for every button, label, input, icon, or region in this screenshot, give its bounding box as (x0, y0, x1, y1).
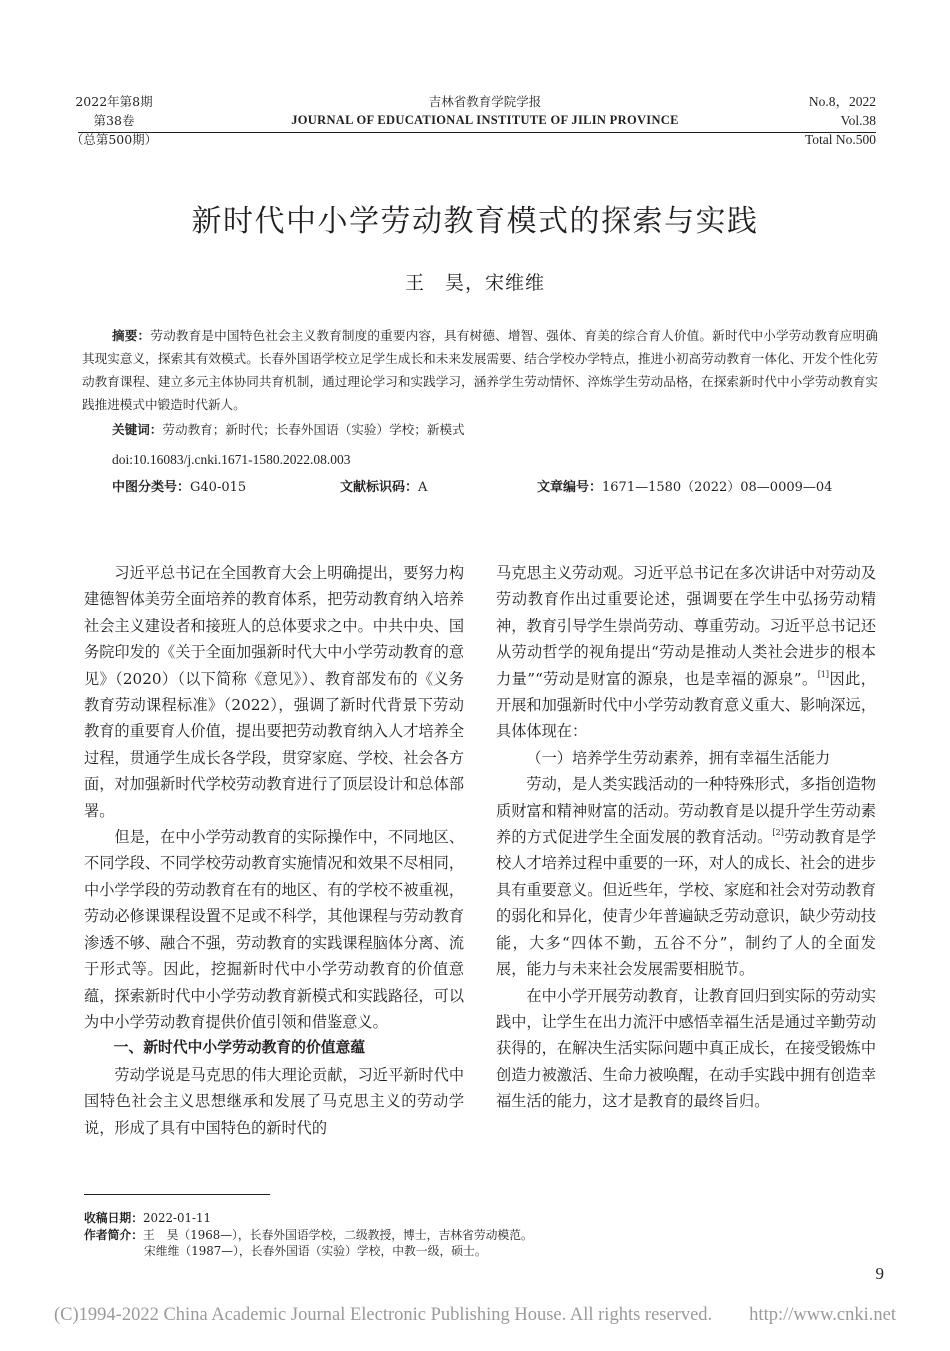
article-number (537, 476, 832, 495)
doi: doi:10.16083/j.cnki.1671-1580.2022.08.003 (112, 452, 351, 467)
doc-value: A (418, 480, 428, 495)
citation-ref[interactable]: [2] (772, 828, 784, 838)
author-bio-1 (84, 1227, 533, 1244)
body-text: 劳动教育是学校人才培养过程中重要的一环，对人的成长、社会的进步具有重要意义。但近些年，学校、家庭和社会对劳动教育的弱化和异化，使青少年普遍缺乏劳动意识，缺少劳动技能，大多“四体不勤，五谷不分”，制约了人的全面发展，能力与未来社会发展需要相脱节。 (496, 828, 877, 979)
header-issue-info-en (805, 92, 876, 149)
article-authors: 王 昊，宋维维 (404, 272, 545, 294)
body-paragraph: 但是，在中小学劳动教育的实际操作中，不同地区、不同学段、不同学校劳动教育实施情况和效果不尽相同，中小学学段的劳动教育在有的地区、有的学校不被重视，劳动必修课课程设置不足或不科学，其他课程与劳动教育渗透不够、融合不强，劳动教育的实践课程脑体分离、流于形式等。因此，挖掘新时代中小学劳动教育的价值意蕴，探索新时代中小学劳动教育新模式和实践路径，可以为中小学劳动教育提供价值引领和借鉴意义。 (84, 828, 464, 1031)
body-paragraph: 劳动学说是马克思的伟大理论贡献，习近平新时代中国特色社会主义思想继承和发展了马克思主义的劳动学说，形成了具有中国特色的新时代的 (84, 1065, 464, 1137)
body-text: 因此，开展和加强新时代中小学劳动教育意义重大、影响深远，具体体现在： (496, 669, 876, 741)
journal-name-cn: 吉林省教育学院学报 (428, 94, 542, 109)
doc-label: 文献标识码： (340, 480, 419, 495)
document-code (340, 476, 427, 495)
abstract (82, 324, 878, 416)
keywords-text: 劳动教育；新时代；长春外国语（实验）学校；新模式 (162, 422, 465, 437)
received-label: 收稿日期： (84, 1211, 143, 1225)
copyright-footer: (C)1994-2022 China Academic Journal Electronic Publishing House. All rights reserved. http://www.cnki.net (54, 1305, 896, 1325)
footnotes (84, 1210, 533, 1260)
body-text: 劳动，是人类实践活动的一种特殊形式，多指创造物质财富和精神财富的活动。劳动教育是以提升学生劳动素养的方式促进学生全面发展的教育活动。 (496, 775, 876, 847)
author-bio-text: 王 昊（1968—），长春外国语学校，二级教授，博士，吉林省劳动模范。 (143, 1227, 533, 1242)
clc-label: 中图分类号： (112, 480, 191, 495)
section-heading: 一、新时代中小学劳动教育的价值意蕴 (113, 1039, 366, 1057)
header-issue-info (60, 92, 168, 149)
article-no-label: 文章编号： (537, 480, 603, 495)
author-bio-2: 宋维维（1987—），长春外国语（实验）学校，中教一级，硕士。 (144, 1244, 487, 1258)
keywords-label: 关键词： (112, 422, 163, 437)
body-text: 马克思主义劳动观。习近平总书记在多次讲话中对劳动及劳动教育作出过重要论述，强调要在学生中弘扬劳动精神，教育引导学生崇尚劳动、尊重劳动。习近平总书记还从劳动哲学的视角提出“劳动是推动人类社会进步的根本力量”“劳动是财富的源泉，也是幸福的源泉”。 (496, 564, 876, 688)
received-value: 2022-01-11 (143, 1211, 212, 1225)
subsection-heading: （一）培养学生劳动素养，拥有幸福生活能力 (526, 748, 831, 767)
body-paragraph (496, 560, 876, 745)
header-no: No.8，2022 (808, 94, 876, 109)
article-title: 新时代中小学劳动教育模式的探索与实践 (191, 204, 759, 239)
abstract-label: 摘要： (112, 328, 151, 343)
body-paragraph (496, 771, 876, 982)
abstract-text: 劳动教育是中国特色社会主义教育制度的重要内容，具有树德、增智、强体、育美的综合育人价值。新时代中小学劳动教育应明确其现实意义，探索其有效模式。长春外国语学校立足学生成长和未来发展需要、结合学校办学特点，推进小初高劳动教育一体化、开发个性化劳动教育课程、建立多元主体协同共育机制，通过理论学习和实践学习，涵养学生劳动情怀、淬炼学生劳动品格，在探索新时代中小学劳动教育实践推进模式中锻造时代新人。 (82, 328, 879, 412)
footnote-rule (84, 1194, 270, 1195)
header-vol: Vol.38 (840, 113, 876, 128)
header-issue: 2022年第8期 (75, 94, 153, 109)
header-volume: 第38卷 (93, 113, 135, 128)
journal-name (250, 92, 720, 130)
received-date (84, 1210, 533, 1227)
journal-name-en: JOURNAL OF EDUCATIONAL INSTITUTE OF JILIN PROVINCE (291, 113, 679, 127)
header-total-en: Total No.500 (804, 132, 876, 147)
body-column-right (496, 560, 876, 1115)
header-rule (78, 132, 876, 133)
body-column-left (84, 560, 464, 1141)
keywords (112, 418, 465, 441)
page-number: 9 (875, 1264, 884, 1283)
body-paragraph: 在中小学开展劳动教育，让教育回归到实际的劳动实践中，让学生在出力流汗中感悟幸福生活是通过辛勤劳动获得的，在解决生活实际问题中真正成长，在接受锻炼中创造力被激活、生命力被唤醒，在动手实践中拥有创造幸福生活的能力，这才是教育的最终旨归。 (496, 986, 876, 1111)
citation-ref[interactable]: [1] (817, 669, 830, 679)
author-bio-label: 作者简介： (84, 1227, 143, 1242)
article-no-value: 1671—1580（2022）08—0009—04 (602, 480, 833, 495)
clc-value: G40-015 (190, 480, 247, 495)
body-paragraph: 习近平总书记在全国教育大会上明确提出，要努力构建德智体美劳全面培养的教育体系，把劳动教育纳入培养社会主义建设者和接班人的总体要求之中。中共中央、国务院印发的《关于全面加强新时代大中小学劳动教育的意见》（2020）（以下简称《意见》）、教育部发布的《义务教育劳动课程标准》（2022），强调了新时代背景下劳动教育的重要育人价值，提出要把劳动教育纳入人才培养全过程，贯通学生成长各学段，贯穿家庭、学校、社会各方面，对加强新时代学校劳动教育进行了顶层设计和总体部署。 (84, 564, 464, 820)
header-total: （总第500期） (70, 132, 158, 147)
clc-number (112, 476, 246, 495)
